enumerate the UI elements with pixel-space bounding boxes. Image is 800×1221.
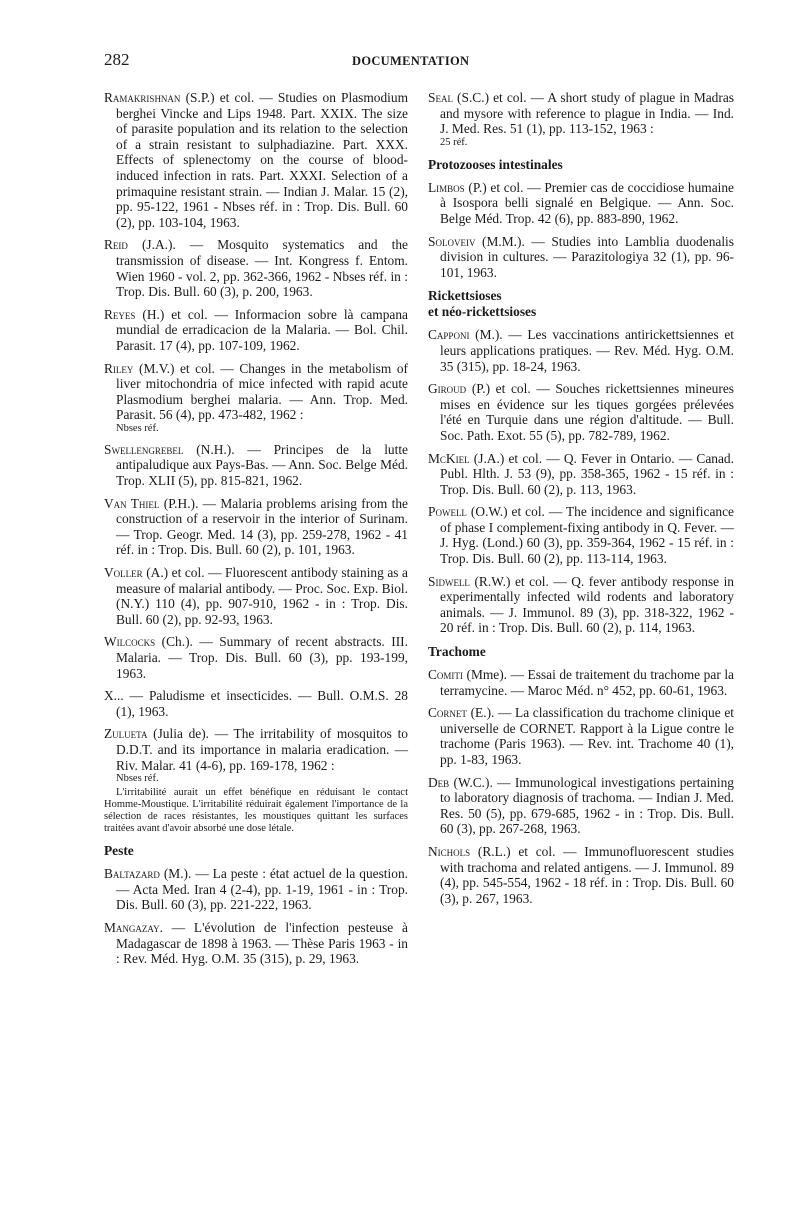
entry-text: (S.P.) et col. — Studies on Plasmodium berghei Vincke and Lips 1948. Part. XXIX. The size of parasite population and its relation to the selection of a strain resistant to sulphadiazine. Part. XXX. Effects of splenectomy on the course of blood-induced infection in rats. Part. XXXI. Selection of a primaquine resistant strain. — Indian J. Malar. 15 (2), pp. 95-122, 1961 - Nbses réf. in : Trop. Dis. Bull. 60 (2), pp. 103-104, 1963. [116, 90, 408, 230]
bibliography-entry [428, 667, 734, 698]
bibliography-entry [428, 381, 734, 443]
bibliography-entry [428, 451, 734, 498]
entry-text: (R.L.) et col. — Immunofluorescent studies with trachoma and related antigens. — J. Immunol. 89 (4), pp. 545-554, 1962 - 18 réf. in : Trop. Dis. Bull. 60 (3), p. 267, 1963. [440, 843, 734, 906]
bibliography-entry [104, 442, 408, 489]
section-heading: Peste [104, 843, 134, 859]
bibliography-entry [104, 726, 408, 835]
right-column [428, 90, 734, 913]
entry-reference-count: 25 réf. [440, 136, 468, 148]
entry-text: (O.W.) et col. — The incidence and significance of phase I complement-fixing antibody in Q. Fever. — J. Hyg. (Lond.) 60 (3), pp. 359-364, 1962 - 15 réf. in : Trop. Dis. Bull. 60 (2), pp. 113-114, 1963. [440, 504, 734, 567]
bibliography-entry [104, 361, 408, 435]
entry-author: Voller [104, 565, 143, 581]
bibliography-entry [104, 90, 408, 230]
page-number: 282 [104, 50, 130, 69]
bibliography-entry [104, 496, 408, 558]
entry-author: Sidwell [428, 573, 470, 589]
entry-author: Riley [104, 360, 134, 376]
bibliography-entry [428, 234, 734, 281]
entry-author: Soloveiv [428, 233, 476, 249]
entry-text: (J.A.) et col. — Q. Fever in Ontario. — Canad. Publ. Hlth. J. 53 (9), pp. 358-365, 1962 - 15 réf. in : Trop. Dis. Bull. 60 (2), p. 113, 1963. [440, 450, 734, 497]
section-heading: Trachome [428, 644, 486, 660]
bibliography-entry [428, 844, 734, 906]
entry-text: (Ch.). — Summary of recent abstracts. III. Malaria. — Trop. Dis. Bull. 60 (3), pp. 193-199, 1963. [116, 634, 408, 681]
entry-text: (P.) et col. — Premier cas de coccidiose humaine à Isospora belli signalé en Belgique. — Ann. Soc. Belge Méd. Trop. 42 (6), pp. 883-890, 1962. [440, 179, 734, 226]
bibliography-entry [104, 237, 408, 299]
entry-text: (Julia de). — The irritability of mosquitos to D.D.T. and its importance in malaria eradication. — Riv. Malar. 41 (4-6), pp. 169-178, 1962 : [116, 726, 408, 773]
entry-text: (H.) et col. — Informacion sobre là campana mundial de erradicacion de la Malaria. — Bol. Chil. Parasit. 17 (4), pp. 107-109, 1962. [116, 306, 408, 353]
entry-reference-count: Nbses réf. [116, 773, 159, 785]
entry-text: (W.C.). — Immunological investigations pertaining to laboratory diagnosis of trachoma. — Indian J. Med. Res. 50 (5), pp. 679-685, 1962 - in : Trop. Dis. Bull. 60 (3), pp. 267-268, 1963. [440, 774, 734, 837]
entry-text: (Mme). — Essai de traitement du trachome par la terramycine. — Maroc Méd. n° 452, pp. 60-61, 1963. [440, 667, 734, 698]
entry-author: Ramakrishnan [104, 90, 181, 105]
entry-text: (P.H.). — Malaria problems arising from the construction of a reservoir in the interior of Surinam. — Trop. Geogr. Med. 14 (3), pp. 259-278, 1962 - 41 réf. in : Trop. Dis. Bull. 60 (2), p. 101, 1963. [116, 495, 408, 558]
bibliography-entry [428, 90, 734, 149]
bibliography-entry [104, 688, 408, 719]
entry-text: (P.) et col. — Souches rickettsiennes mineures mises en évidence sur les tiques gorgées prélevées l'été en Turquie dans une région d'altitude. — Bull. Soc. Path. Exot. 55 (5), pp. 782-789, 1962. [440, 381, 734, 443]
entry-text: (M.). — La peste : état actuel de la question. — Acta Med. Iran 4 (2-4), pp. 1-19, 1961 - in : Trop. Dis. Bull. 60 (3), pp. 221-222, 1963. [116, 866, 408, 913]
bibliography-entry [104, 565, 408, 627]
section-heading: Rickettsioses et néo-rickettsioses [428, 288, 537, 320]
entry-note: L'irritabilité aurait un effet bénéfique en réduisant le contact Homme-Moustique. L'irritabilité réduirait également l'importance de la sélection de races résistantes, les moustiques quittant les surfaces traitées avant d'avoir absorbé une dose létale. [104, 787, 408, 835]
entry-text: . — L'évolution de l'infection pesteuse à Madagascar de 1898 à 1963. — Thèse Paris 1963 - in : Rev. Méd. Hyg. O.M. 35 (315), p. 29, 1963. [116, 919, 408, 967]
bibliography-entry [428, 327, 734, 374]
bibliography-entry [104, 634, 408, 681]
entry-text: (R.W.) et col. — Q. fever antibody response in experimentally infected wild rodents and laboratory animals. — J. Immunol. 89 (3), pp. 318-322, 1962 - 20 réf. in : Trop. Dis. Bull. 60 (2), p. 114, 1963. [440, 573, 734, 636]
entry-reference-count: Nbses réf. [116, 422, 159, 434]
bibliography-entry [428, 180, 734, 227]
entry-text: (E.). — La classification du trachome clinique et universelle de CORNET. Rapport à la Ligue contre le trachome (Paris 1963). — Rev. int. Trachome 40 (1), pp. 1-83, 1963. [440, 705, 734, 767]
running-head: DOCUMENTATION [352, 54, 470, 68]
entry-author: Reyes [104, 306, 136, 322]
entry-author: Giroud [428, 381, 467, 397]
entry-author: McKiel [428, 450, 470, 466]
entry-text: (A.) et col. — Fluorescent antibody staining as a measure of malarial antibody. — Proc. Soc. Exp. Biol. (N.Y.) 110 (4), pp. 907-910, 1962 - in : Trop. Dis. Bull. 60 (2), pp. 92-93, 1963. [116, 565, 408, 627]
entry-author: Capponi [428, 327, 470, 343]
entry-text: (S.C.) et col. — A short study of plague in Madras and mysore with reference to plague in India. — Ind. J. Med. Res. 51 (1), pp. 113-152, 1963 : [440, 90, 734, 137]
entry-author: Zulueta [104, 726, 148, 742]
bibliography-entry [104, 920, 408, 967]
bibliography-entry [104, 866, 408, 913]
entry-author: Mangazay [104, 919, 160, 935]
left-column [104, 90, 408, 974]
entry-author: Powell [428, 504, 467, 520]
entry-text: (M.M.). — Studies into Lamblia duodenalis division in cultures. — Parazitologiya 32 (1), pp. 96-101, 1963. [440, 233, 734, 280]
bibliography-entry [104, 307, 408, 354]
entry-author: Baltazard [104, 866, 160, 882]
entry-text: (N.H.). — Principes de la lutte antipaludique aux Pays-Bas. — Ann. Soc. Belge Méd. Trop. XLII (5), pp. 815-821, 1962. [116, 441, 408, 489]
entry-author: Wilcocks [104, 634, 156, 650]
section-heading: Protozooses intestinales [428, 156, 563, 172]
entry-author: Seal [428, 90, 453, 105]
entry-text: (J.A.). — Mosquito systematics and the transmission of disease. — Int. Kongress f. Entom. Wien 1960 - vol. 2, pp. 362-366, 1962 - Nbses réf. in : Trop. Dis. Bull. 60 (3), p. 200, 1963. [116, 237, 408, 300]
entry-text: (M.). — Les vaccinations antirickettsiennes et leurs applications pratiques. — Rev. Méd. Hyg. O.M. 35 (315), pp. 18-24, 1963. [440, 327, 734, 374]
bibliography-entry [428, 705, 734, 767]
entry-author: Reid [104, 237, 128, 253]
entry-author: Van Thiel [104, 495, 160, 511]
entry-author: Deb [428, 774, 450, 790]
bibliography-entry [428, 504, 734, 566]
bibliography-entry [428, 574, 734, 636]
entry-text: X... — Paludisme et insecticides. — Bull. O.M.S. 28 (1), 1963. [104, 688, 408, 719]
entry-author: Limbos [428, 179, 465, 195]
entry-text: (M.V.) et col. — Changes in the metabolism of liver mitochondria of mice infected with rapid acute Plasmodium berghei malaria. — Ann. Trop. Med. Parasit. 56 (4), pp. 473-482, 1962 : [116, 360, 409, 423]
entry-author: Cornet [428, 705, 467, 721]
entry-author: Comiti [428, 667, 463, 683]
bibliography-entry [428, 775, 734, 837]
entry-author: Nichols [428, 843, 471, 859]
entry-author: Swellengrebel [104, 441, 184, 457]
